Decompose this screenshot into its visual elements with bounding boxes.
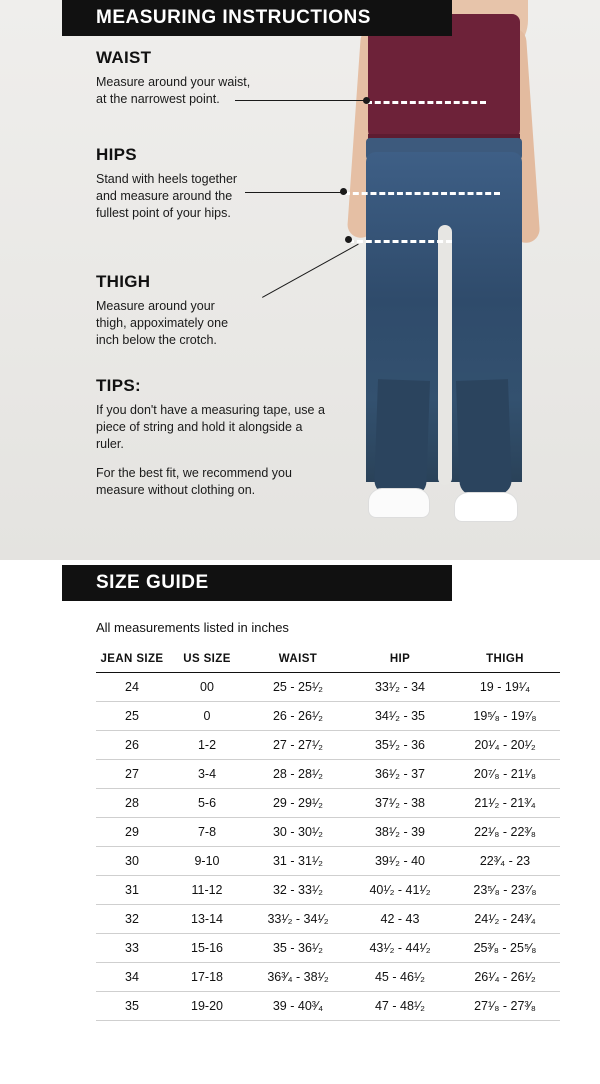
column-header-thigh: THIGH (450, 649, 560, 673)
cell-hip: 42 - 43 (350, 905, 450, 934)
tips-paragraph-2: For the best fit, we recommend you measure without clothing on. (96, 466, 292, 497)
cell-waist: 32 - 33¹⁄₂ (246, 876, 350, 905)
cell-hip: 33¹⁄₂ - 34 (350, 673, 450, 702)
waist-measure-line (366, 101, 486, 104)
cell-hip: 45 - 46¹⁄₂ (350, 963, 450, 992)
instruction-block-waist (96, 48, 326, 108)
size-guide-section (0, 604, 600, 1021)
instruction-line-waist-1: Measure around your waist, (96, 75, 251, 89)
cell-hip: 43¹⁄₂ - 44¹⁄₂ (350, 934, 450, 963)
model-right-leg (456, 379, 512, 496)
cell-jean-size: 26 (96, 731, 168, 760)
cell-thigh: 19 - 19¹⁄₄ (450, 673, 560, 702)
cell-us-size: 15-16 (168, 934, 246, 963)
tips-paragraph-1: If you don't have a measuring tape, use a piece of string and hold it alongside a ruler. (96, 403, 325, 451)
hips-measure-line (344, 192, 500, 195)
cell-us-size: 00 (168, 673, 246, 702)
cell-us-size: 0 (168, 702, 246, 731)
cell-us-size: 3-4 (168, 760, 246, 789)
table-header-row (96, 649, 560, 673)
cell-us-size: 7-8 (168, 818, 246, 847)
column-header-jean-size: JEAN SIZE (96, 649, 168, 673)
cell-jean-size: 29 (96, 818, 168, 847)
size-guide-header (62, 565, 452, 601)
instruction-title-thigh: THIGH (96, 272, 151, 291)
waist-leader-dot (363, 97, 370, 104)
size-guide-title: SIZE GUIDE (96, 572, 209, 593)
cell-thigh: 22¹⁄₈ - 22³⁄₈ (450, 818, 560, 847)
model-leg-gap (438, 225, 452, 485)
cell-waist: 26 - 26¹⁄₂ (246, 702, 350, 731)
cell-us-size: 1-2 (168, 731, 246, 760)
size-guide-table-body (96, 673, 560, 1021)
cell-jean-size: 31 (96, 876, 168, 905)
cell-thigh: 23⁵⁄₈ - 23⁷⁄₈ (450, 876, 560, 905)
cell-us-size: 19-20 (168, 992, 246, 1021)
instruction-block-hips (96, 145, 326, 222)
cell-waist: 25 - 25¹⁄₂ (246, 673, 350, 702)
table-row (96, 702, 560, 731)
table-row (96, 847, 560, 876)
size-guide-table (96, 649, 560, 1021)
table-row (96, 673, 560, 702)
model-left-shoe (368, 488, 430, 518)
cell-thigh: 19⁵⁄₈ - 19⁷⁄₈ (450, 702, 560, 731)
table-row (96, 818, 560, 847)
instruction-line-waist-2: at the narrowest point. (96, 92, 220, 106)
cell-thigh: 20⁷⁄₈ - 21¹⁄₈ (450, 760, 560, 789)
cell-waist: 33¹⁄₂ - 34¹⁄₂ (246, 905, 350, 934)
table-row (96, 992, 560, 1021)
cell-thigh: 26¹⁄₄ - 26¹⁄₂ (450, 963, 560, 992)
model-left-leg (374, 379, 430, 496)
cell-us-size: 11-12 (168, 876, 246, 905)
cell-thigh: 25³⁄₈ - 25⁵⁄₈ (450, 934, 560, 963)
cell-us-size: 5-6 (168, 789, 246, 818)
cell-jean-size: 25 (96, 702, 168, 731)
table-row (96, 963, 560, 992)
instruction-line-thigh-2: thigh, appoximately one (96, 316, 229, 330)
cell-hip: 37¹⁄₂ - 38 (350, 789, 450, 818)
hips-leader-dot (340, 188, 347, 195)
cell-waist: 30 - 30¹⁄₂ (246, 818, 350, 847)
instruction-title-tips: TIPS: (96, 376, 141, 395)
cell-jean-size: 35 (96, 992, 168, 1021)
measuring-instructions-header (62, 0, 452, 36)
cell-hip: 38¹⁄₂ - 39 (350, 818, 450, 847)
cell-hip: 47 - 48¹⁄₂ (350, 992, 450, 1021)
instruction-line-hips-2: and measure around the (96, 189, 233, 203)
model-illustration (330, 0, 560, 560)
thigh-measure-line (348, 240, 452, 243)
measuring-instructions-title: MEASURING INSTRUCTIONS (96, 7, 371, 28)
cell-us-size: 13-14 (168, 905, 246, 934)
cell-jean-size: 27 (96, 760, 168, 789)
cell-hip: 40¹⁄₂ - 41¹⁄₂ (350, 876, 450, 905)
cell-hip: 39¹⁄₂ - 40 (350, 847, 450, 876)
instruction-line-thigh-1: Measure around your (96, 299, 215, 313)
cell-hip: 36¹⁄₂ - 37 (350, 760, 450, 789)
cell-jean-size: 30 (96, 847, 168, 876)
table-row (96, 876, 560, 905)
cell-waist: 36³⁄₄ - 38¹⁄₂ (246, 963, 350, 992)
table-row (96, 731, 560, 760)
cell-thigh: 20¹⁄₄ - 20¹⁄₂ (450, 731, 560, 760)
cell-jean-size: 24 (96, 673, 168, 702)
measurement-units-note: All measurements listed in inches (96, 620, 289, 635)
cell-jean-size: 28 (96, 789, 168, 818)
cell-thigh: 27¹⁄₈ - 27³⁄₈ (450, 992, 560, 1021)
instruction-block-tips (96, 376, 326, 499)
cell-waist: 29 - 29¹⁄₂ (246, 789, 350, 818)
column-header-hip: HIP (350, 649, 450, 673)
instruction-line-thigh-3: inch below the crotch. (96, 333, 217, 347)
cell-waist: 39 - 40³⁄₄ (246, 992, 350, 1021)
table-row (96, 789, 560, 818)
cell-us-size: 9-10 (168, 847, 246, 876)
instruction-block-thigh (96, 272, 326, 349)
column-header-us-size: US SIZE (168, 649, 246, 673)
cell-thigh: 22³⁄₄ - 23 (450, 847, 560, 876)
table-row (96, 934, 560, 963)
table-row (96, 760, 560, 789)
table-row (96, 905, 560, 934)
cell-waist: 31 - 31¹⁄₂ (246, 847, 350, 876)
cell-jean-size: 33 (96, 934, 168, 963)
cell-hip: 34¹⁄₂ - 35 (350, 702, 450, 731)
model-right-shoe (454, 492, 518, 522)
instruction-line-hips-3: fullest point of your hips. (96, 206, 231, 220)
thigh-leader-dot (345, 236, 352, 243)
cell-jean-size: 32 (96, 905, 168, 934)
instruction-line-hips-1: Stand with heels together (96, 172, 238, 186)
cell-thigh: 21¹⁄₂ - 21³⁄₄ (450, 789, 560, 818)
cell-waist: 27 - 27¹⁄₂ (246, 731, 350, 760)
cell-jean-size: 34 (96, 963, 168, 992)
cell-hip: 35¹⁄₂ - 36 (350, 731, 450, 760)
column-header-waist: WAIST (246, 649, 350, 673)
cell-waist: 28 - 28¹⁄₂ (246, 760, 350, 789)
cell-waist: 35 - 36¹⁄₂ (246, 934, 350, 963)
instruction-title-hips: HIPS (96, 145, 137, 164)
cell-thigh: 24¹⁄₂ - 24³⁄₄ (450, 905, 560, 934)
cell-us-size: 17-18 (168, 963, 246, 992)
instruction-title-waist: WAIST (96, 48, 152, 67)
